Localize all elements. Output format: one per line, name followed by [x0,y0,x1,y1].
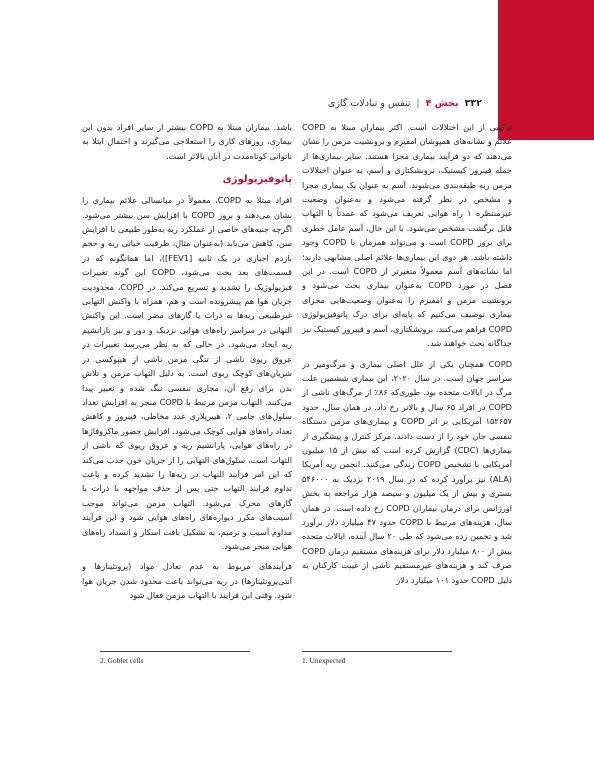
body-paragraph: فرآیندهای مربوط به عدم تعادل مواد (پروتئینازها و آنتی‌پروتئینازها) در ریه می‌تواند باعث محدود شدن جریان هوا شود. وقتی این فرایند با التهاب مزمن فعال شود [82,561,292,601]
body-paragraph: ترکیبی از این اختلالات است. اکثر بیماران مبتلا به COPD علائم و نشانه‌های همپوشان امفیزم و برونشیت مزمن را نشان می‌دهند که دو فرآیند بیماری مجزا هستند. سایر بیماری‌ها از جمله فیبروز کیستیک، برونشکتازی و آسم، به عنوان اختلالات مزمن ریه طبقه‌بندی می‌شوند. آسم به عنوان یک بیماری مجزا و مشخص در نظر گرفته می‌شود و به‌عنوان وضعیت غیرمنتظره ۱ راه هوایی تعریف می‌شود که عمدتاً با التهاب قابل برگشت مشخص می‌شود. با این حال، آسم عامل خطری برای بروز COPD است و می‌تواند همزمان با COPD وجود داشته باشد. هر دوی این بیماری‌ها علائم اصلی مشابهی دارند؛ اما نشانه‌های آسم معمولاً متغیرتر از COPD است. در این فصل در مورد COPD به‌عنوان بیماری بحث می‌شود و برونشیت مزمن و امفیزم را به‌عنوان وضعیت‌هایی مجزای بیماری توصیف می‌کنیم که پایه‌ای برای درک پاتوفیزیولوژی COPD فراهم می‌کنند. برونشکتازی، آسم و فیبروز کیستیک نیز جداگانه بحث خواهند شد. [302,122,512,349]
left-column [82,120,292,642]
chapter-label: بخش ۴ [425,97,459,109]
footnote-rule-left [100,651,250,652]
footnote-rule-right [302,651,452,652]
body-paragraph: افراد مبتلا به COPD، معمولاً در میانسالی علائم بیماری را نشان می‌دهند و بروز COPD با افزایش سن بیشتر می‌شود. اگرچه جنبه‌های خاصی از عملکرد ریه به‌طور طبیعی با افزایش سن، کاهش می‌یابد (به‌عنوان مثال، ظرفیت حیاتی ریه و حجم بازدم اجباری در یک ثانیه [FEV1])، اما همانگونه که در قسمت‌های بعد بحث می‌شود، COPD این گونه تغییرات فیزیولوژیک را تشدید و تسریع می‌کند. در COPD، محدودیت جریان هوا هم پیشرونده است و هم، همراه با واکنش التهابی غیرطبیعی ریه‌ها به ذرات یا گازهای مضر است. این واکنش التهابی در سراسر راه‌های هوایی نزدیک و دور و نیز پارانشیم ریه ایجاد می‌شود. در حالی که به نظر می‌رسد تغییرات در عروق ریوی ناشی از تنگی مزمن ناشی از هیپوکسی در شریان‌های کوچک ریوی است. به دلیل التهاب مزمن و تلاش بدن برای رفع آن، مجاری تنفسی تنگ شده و تغییر پیدا می‌کنند. التهاب مزمن مرتبط با COPD منجر به افزایش تعداد سلول‌های جامی ۲، هیپرپلازی غدد مخاطی، فیبروز و کاهش تعداد راه‌های هوایی کوچک می‌شود. افزایش حضور ماکروفاژها در راه‌های هوایی، پارانشیم ریه و عروق ریوی که ناشی از التهاب است، سلول‌های التهابی را از جریان خون جذب می‌کند که این امر فرآیند التهاب در ریه‌ها را تشدید کرده و باعث تداوم فرایند التهاب حتی پس از حذف مواجهه با ذرات یا گازهای محرک می‌شود. التهاب مزمن می‌تواند موجب آسیب‌های مکرر دیواره‌های راه‌های هوایی شود و این فرآیند مداوم آسیب و ترمیم، به تشکیل بافت اسکار و انسداد راه‌های هوایی منجر می‌شود. [82,195,292,551]
intro-paragraph: باشد. بیماران مبتلا به COPD بیشتر از سایر افراد بدون این بیماری، روزهای کاری را استعلاجی می‌گیرند و احتمال ابتلا به ناتوانی کوتاه‌مدت در آنان بالاتر است. [82,122,292,161]
footnote-left: 2. Goblet cells [100,656,144,665]
header-separator: | [416,97,420,109]
chapter-title: تنفس و تبادلات گازی [327,97,411,109]
right-column [302,120,512,642]
body-paragraph: COPD همچنان یکی از علل اصلی بیماری و مرگ‌ومیر در سراسر جهان است. در سال ۲۰۲۰، این بیماری ششمین علت مرگ در ایالات متحده بود. طوری‌که ۸۶٪ از مرگ‌های ناشی از COPD در افراد ۶۵ سال و بالاتر رخ داد. در همان سال، حدود ۱۵۲۶۵۷ آمریکایی بر اثر COPD و بیماری‌های مزمن دستگاه تنفسی جان خود را از دست دادند. مرکز کنترل و پیشگیری از بیماری‌ها (CDC) گزارش کرده است که بیش از ۱۵ میلیون آمریکایی با تشخیص COPD زندگی می‌کنند. انجمن ریه آمریکا (ALA) نیز برآورد کرده که در سال ۲۰۱۹ نزدیک به ۵۴۶۰۰۰ بستری و بیش از یک میلیون و سیصد هزار مراجعه به بخش اورژانس برای درمان بیماران COPD رخ داده است. در همان سال، هزینه‌های مرتبط با COPD حدود ۴۷ میلیارد دلار برآورد شد و تخمین زده می‌شود که طی ۲۰ سال آینده، ایالات متحده بیش از ۸۰۰ میلیارد دلار برای هزینه‌های مستقیم درمان COPD صرف کند و هزینه‌های غیرمستقیم ناشی از غیبت کارکنان به دلیل COPD حدود ۱۰۱ میلیارد دلار [302,358,512,585]
footnote-right: 1. Unexpected [302,656,346,665]
section-heading: پاتوفیزیولوژی [222,174,292,186]
running-header [182,96,482,110]
page-number: ۳۳۲ [464,97,482,109]
chapter-tab [498,0,594,140]
